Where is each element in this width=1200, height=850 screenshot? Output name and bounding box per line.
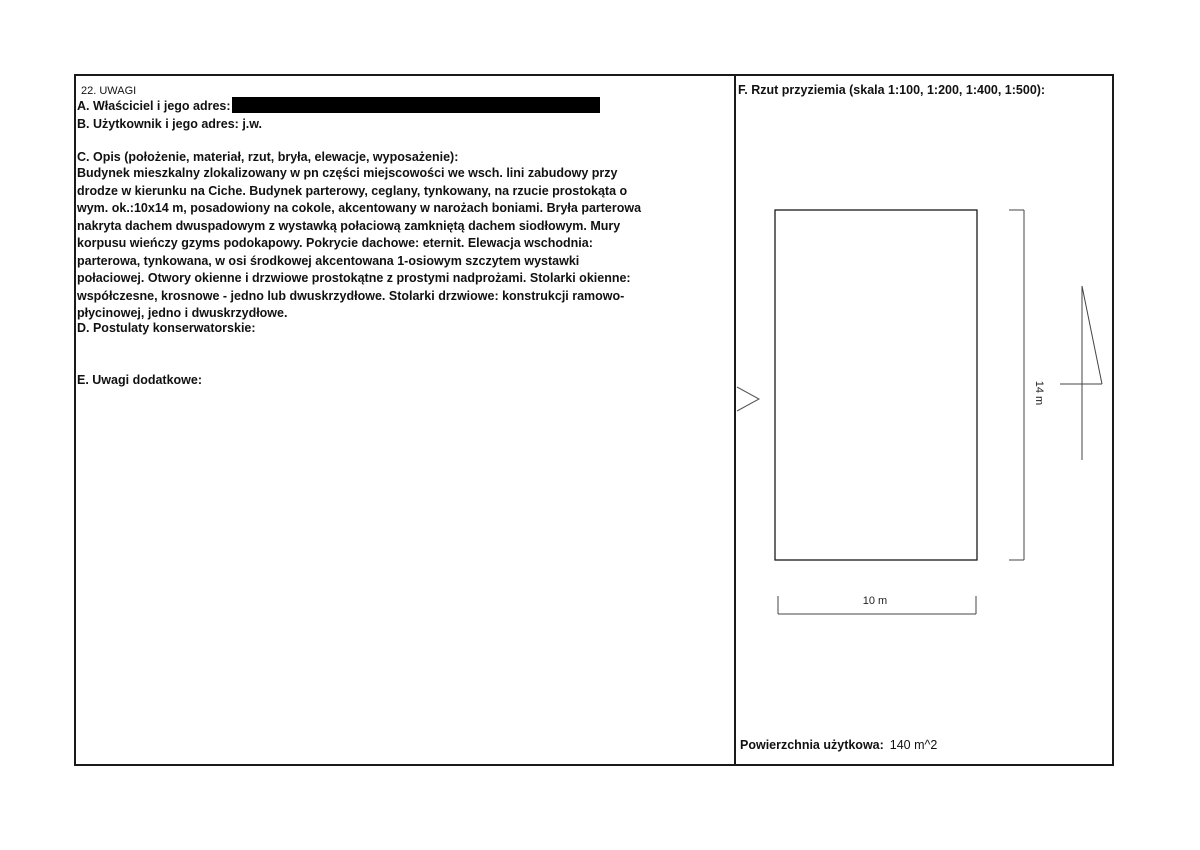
inventory-card-form [74, 74, 1114, 766]
length-dimension-label: 14 m [1033, 380, 1045, 406]
remarks-column [76, 76, 732, 764]
entrance-arrow-icon [737, 387, 759, 411]
owner-row [77, 97, 600, 113]
section-number: 22. UWAGI [81, 85, 137, 97]
description-line: Budynek mieszkalny zlokalizowany w pn części miejscowości we wsch. lini zabudowy przy [77, 166, 618, 180]
remarks-heading: E. Uwagi dodatkowe: [77, 373, 203, 387]
description-line: płycinowej, jedno i dwuskrzydłowe. [77, 306, 288, 320]
description-text [77, 165, 723, 323]
description-line: drodze w kierunku na Ciche. Budynek parterowy, ceglany, tynkowany, na rzucie prostokąta o [77, 183, 628, 198]
usable-area [740, 738, 937, 752]
description-heading: C. Opis (położenie, materiał, rzut, bryła, elewacje, wyposażenie): [77, 150, 459, 164]
description-line: współczesne, krosnowe - jedno lub dwuskrzydłowe. Stolarki drzwiowe: konstrukcji ramowo- [77, 288, 625, 303]
description-line: korpusu wieńczy gzyms podokapowy. Pokrycie dachowe: eternit. Elewacja wschodnia: [77, 236, 593, 250]
plan-title: F. Rzut przyziemia (skala 1:100, 1:200, 1:400, 1:500): [738, 83, 1046, 97]
owner-address-redaction [232, 97, 600, 113]
postulates-heading: D. Postulaty konserwatorskie: [77, 321, 256, 335]
ground-plan-drawing [736, 76, 1114, 766]
description-line: parterowa, tynkowana, w osi środkowej akcentowana 1-osiowym szczytem wystawki [77, 253, 580, 268]
owner-label: A. Właściciel i jego adres: [77, 99, 231, 113]
description-line: nakryta dachem dwuspadowym z wystawką połaciową zamkniętą dachem siodłowym. Mury [77, 218, 621, 233]
usable-area-value: 140 m^2 [889, 738, 938, 752]
ground-plan-column [736, 76, 1114, 764]
usable-area-label: Powierzchnia użytkowa: [740, 738, 884, 752]
user-row: B. Użytkownik i jego adres: j.w. [77, 117, 262, 131]
description-line: połaciowej. Otwory okienne i drzwiowe prostokątne z prostymi nadprożami. Stolarki okienne: [77, 271, 631, 285]
north-arrow-icon [1060, 286, 1102, 460]
description-line: wym. ok.:10x14 m, posadowiony na cokole, akcentowany w narożach boniami. Bryła parterowa [77, 201, 642, 215]
width-dimension-label: 10 m [862, 595, 888, 607]
building-outline [775, 210, 977, 560]
